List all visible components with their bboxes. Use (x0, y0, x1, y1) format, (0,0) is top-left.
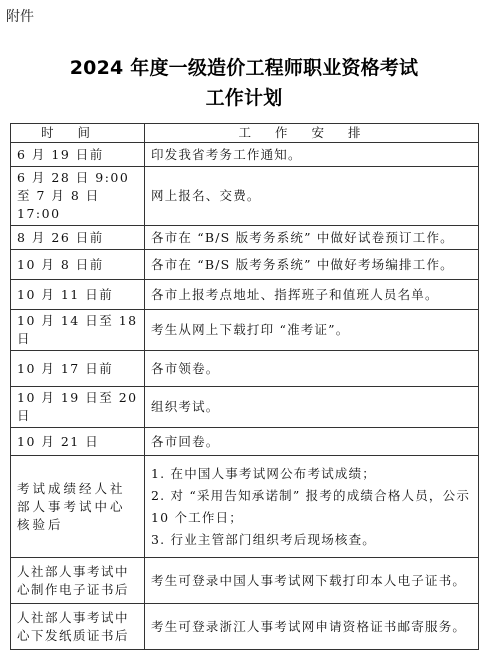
row-work: 考生可登录浙江人事考试网申请资格证书邮寄服务。 (145, 604, 479, 650)
row-time: 6 月 28 日 9:00 至 7 月 8 日 17:00 (11, 167, 145, 226)
row-work: 印发我省考务工作通知。 (145, 143, 479, 167)
table-row (11, 250, 479, 280)
row-work: 网上报名、交费。 (145, 167, 479, 226)
table-row (11, 387, 479, 428)
header-time: 时间 (11, 124, 145, 143)
table-row (11, 558, 479, 604)
schedule-table (10, 123, 479, 650)
table-row (11, 143, 479, 167)
table-row (11, 428, 479, 456)
row-time: 考试成绩经人社部人事考试中心核验后 (11, 456, 145, 558)
table-row (11, 456, 479, 558)
row-time: 10 月 11 日前 (11, 280, 145, 310)
row-work: 各市领卷。 (145, 351, 479, 387)
document-subtitle: 工作计划 (205, 87, 283, 109)
result-item: 3. 行业主管部门组织考后现场核查。 (151, 531, 377, 547)
row-time: 10 月 14 日至 18 日 (11, 310, 145, 351)
document-title: 2024 年度一级造价工程师职业资格考试 (69, 57, 419, 79)
attachment-label: 附件 (6, 9, 34, 25)
row-time: 6 月 19 日前 (11, 143, 145, 167)
row-work: 考生从网上下载打印 “准考证”。 (145, 310, 479, 351)
table-row (11, 167, 479, 226)
row-time: 10 月 17 日前 (11, 351, 145, 387)
row-work: 各市在 “B/S 版考务系统” 中做好试卷预订工作。 (145, 226, 479, 250)
result-item: 2. 对 “采用告知承诺制” 报考的成绩合格人员，公示 10 个工作日； (151, 487, 471, 525)
table-row (11, 604, 479, 650)
row-time: 10 月 19 日至 20 日 (11, 387, 145, 428)
row-work: 考生可登录中国人事考试网下载打印本人电子证书。 (145, 558, 479, 604)
row-time: 人社部人事考试中心制作电子证书后 (11, 558, 145, 604)
row-work: 组织考试。 (145, 387, 479, 428)
row-time: 10 月 8 日前 (11, 250, 145, 280)
table-header-row (11, 124, 479, 143)
table-row (11, 351, 479, 387)
row-work: 各市回卷。 (145, 428, 479, 456)
row-time: 10 月 21 日 (11, 428, 145, 456)
table-row (11, 280, 479, 310)
row-work: 各市在 “B/S 版考务系统” 中做好考场编排工作。 (145, 250, 479, 280)
row-work: 各市上报考点地址、指挥班子和值班人员名单。 (145, 280, 479, 310)
row-work (145, 456, 479, 558)
header-work: 工作安排 (145, 124, 479, 143)
table-row (11, 226, 479, 250)
result-item: 1. 在中国人事考试网公布考试成绩； (151, 465, 377, 481)
row-time: 8 月 26 日前 (11, 226, 145, 250)
table-row (11, 310, 479, 351)
row-time: 人社部人事考试中心下发纸质证书后 (11, 604, 145, 650)
